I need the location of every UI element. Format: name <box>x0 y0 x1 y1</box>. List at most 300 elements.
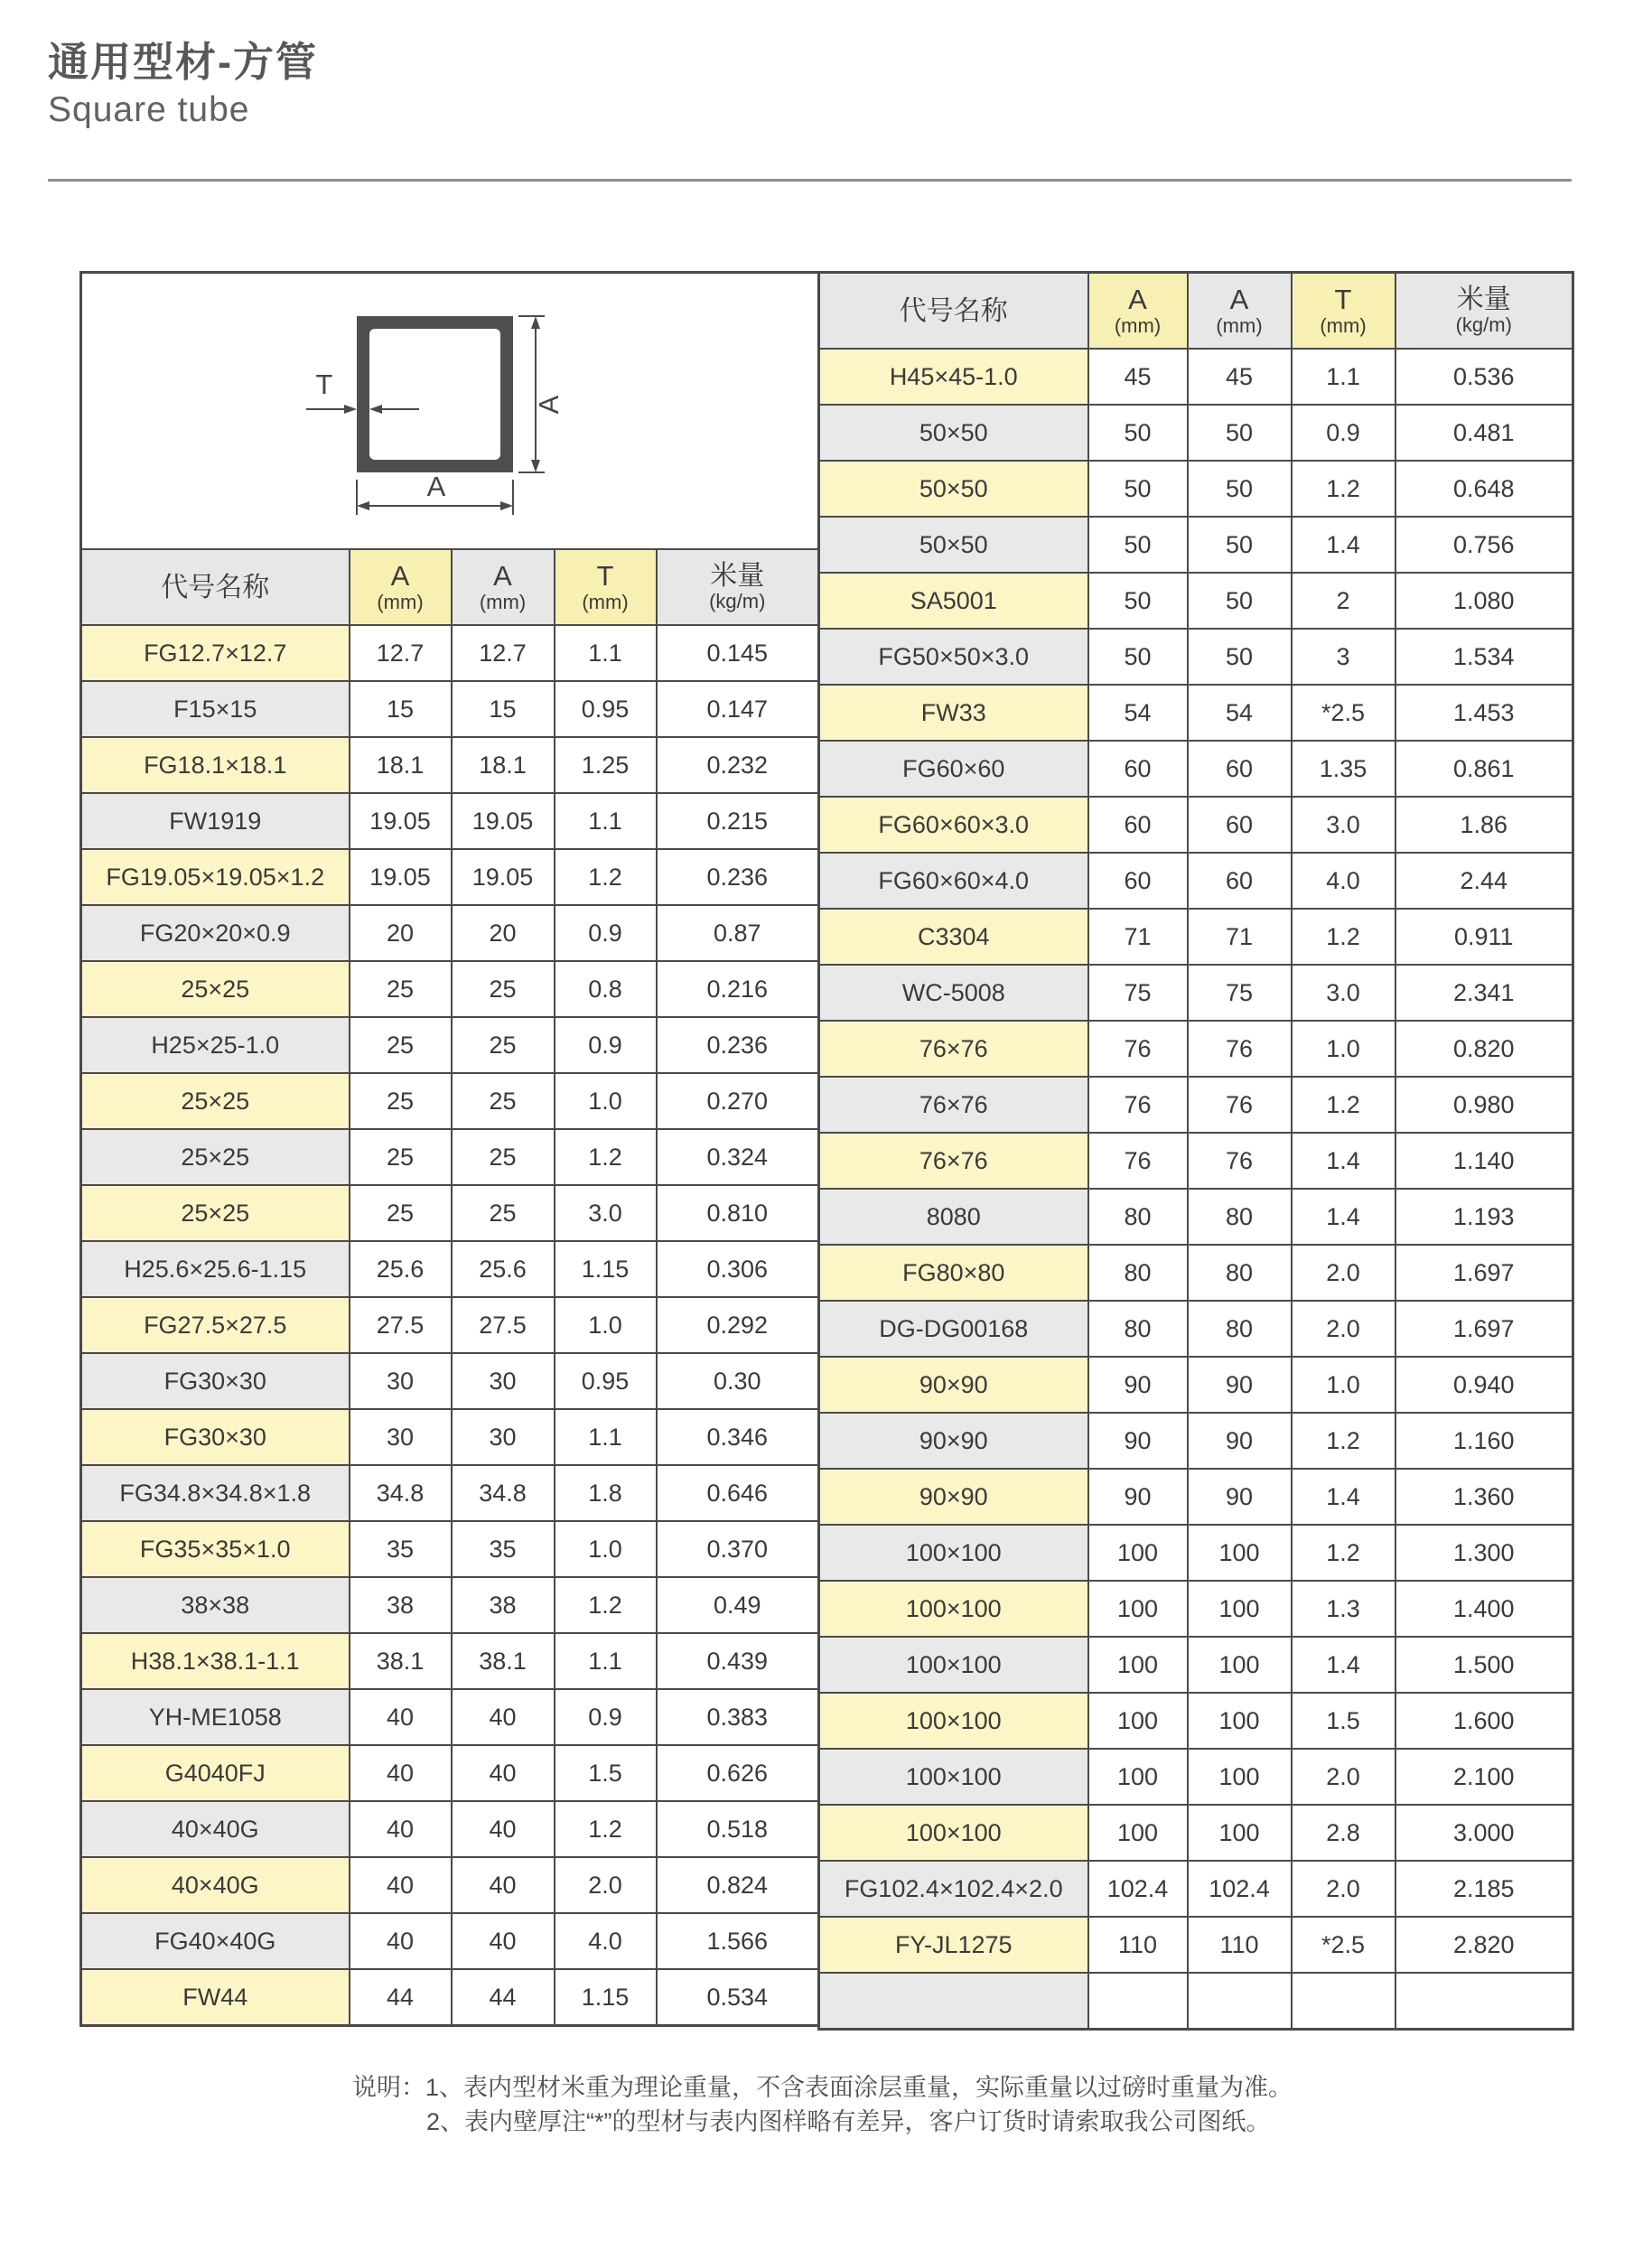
cell-meter-weight: 0.824 <box>657 1857 819 1913</box>
table-row <box>819 1021 1573 1077</box>
cell-a-mm-2: 90 <box>1188 1357 1292 1413</box>
cell-meter-weight: 0.270 <box>657 1073 819 1129</box>
note-line-2 <box>352 2105 1293 2139</box>
table-row <box>81 849 819 905</box>
cell-a-mm-2: 38.1 <box>452 1633 555 1689</box>
col-header-a-mm: A (mm) <box>1088 273 1188 350</box>
cell-t-mm: 1.2 <box>555 849 657 905</box>
cell-a-mm-2: 44 <box>452 1969 555 2026</box>
cell-t-mm: 1.5 <box>555 1745 657 1801</box>
cell-t-mm: 1.4 <box>1292 517 1395 573</box>
cell-code-name: 50×50 <box>819 405 1088 461</box>
cell-a-mm: 40 <box>350 1913 452 1969</box>
cell-t-mm: 1.25 <box>555 737 657 793</box>
cell-t-mm: *2.5 <box>1292 1917 1395 1973</box>
cell-code-name: FG35×35×1.0 <box>81 1521 350 1577</box>
cell-meter-weight: 0.518 <box>657 1801 819 1857</box>
cell-a-mm-2: 25 <box>452 1017 555 1073</box>
cell-a-mm-2: 40 <box>452 1745 555 1801</box>
cell-a-mm: 50 <box>1088 461 1188 517</box>
cell-code-name: 25×25 <box>81 1185 350 1241</box>
cell-meter-weight: 0.940 <box>1395 1357 1573 1413</box>
cell-meter-weight: 3.000 <box>1395 1805 1573 1861</box>
cell-t-mm: 1.2 <box>1292 909 1395 965</box>
cell-code-name: 100×100 <box>819 1805 1088 1861</box>
table-row <box>819 1637 1573 1693</box>
cell-meter-weight: 2.820 <box>1395 1917 1573 1973</box>
cell-t-mm: 4.0 <box>555 1913 657 1969</box>
cell-a-mm: 60 <box>1088 853 1188 909</box>
cell-code-name: FG19.05×19.05×1.2 <box>81 849 350 905</box>
page-subtitle: Square tube <box>48 90 250 129</box>
cell-t-mm: 1.8 <box>555 1465 657 1521</box>
table-row <box>81 1577 819 1633</box>
cell-a-mm-2: 19.05 <box>452 793 555 849</box>
cell-t-mm: 1.4 <box>1292 1133 1395 1189</box>
table-row <box>819 741 1573 797</box>
table-row <box>819 909 1573 965</box>
cell-meter-weight: 2.44 <box>1395 853 1573 909</box>
cell-code-name <box>819 1973 1088 2030</box>
cell-a-mm: 50 <box>1088 573 1188 629</box>
cell-meter-weight: 1.697 <box>1395 1301 1573 1357</box>
cell-meter-weight: 0.215 <box>657 793 819 849</box>
table-row <box>819 853 1573 909</box>
table-row <box>81 1801 819 1857</box>
cell-code-name: 100×100 <box>819 1581 1088 1637</box>
cell-a-mm-2: 40 <box>452 1857 555 1913</box>
cell-code-name: SA5001 <box>819 573 1088 629</box>
cell-a-mm-2: 18.1 <box>452 737 555 793</box>
table-row <box>81 1521 819 1577</box>
cell-meter-weight: 0.324 <box>657 1129 819 1185</box>
table-row <box>819 1245 1573 1301</box>
cell-a-mm: 19.05 <box>350 849 452 905</box>
cell-code-name: H25×25-1.0 <box>81 1017 350 1073</box>
cell-meter-weight: 2.100 <box>1395 1749 1573 1805</box>
cell-a-mm: 80 <box>1088 1189 1188 1245</box>
cell-a-mm-2: 54 <box>1188 685 1292 741</box>
cell-a-mm-2: 90 <box>1188 1413 1292 1469</box>
cell-code-name: YH-ME1058 <box>81 1689 350 1745</box>
cell-meter-weight: 1.140 <box>1395 1133 1573 1189</box>
table-row <box>819 1301 1573 1357</box>
table-row <box>819 1357 1573 1413</box>
cell-a-mm: 25 <box>350 1129 452 1185</box>
cell-t-mm: 3.0 <box>1292 797 1395 853</box>
cell-t-mm: 1.2 <box>555 1801 657 1857</box>
cell-t-mm: 1.0 <box>555 1297 657 1353</box>
cell-code-name: 100×100 <box>819 1749 1088 1805</box>
cell-a-mm: 12.7 <box>350 625 452 681</box>
table-row <box>81 1857 819 1913</box>
cell-a-mm-2 <box>1188 1973 1292 2030</box>
cell-code-name: 25×25 <box>81 1129 350 1185</box>
cell-a-mm: 38.1 <box>350 1633 452 1689</box>
cell-a-mm: 34.8 <box>350 1465 452 1521</box>
cell-a-mm: 110 <box>1088 1917 1188 1973</box>
cell-a-mm: 80 <box>1088 1301 1188 1357</box>
cell-a-mm: 38 <box>350 1577 452 1633</box>
table-row <box>81 1073 819 1129</box>
cell-meter-weight: 1.600 <box>1395 1693 1573 1749</box>
table-row <box>81 905 819 961</box>
cell-code-name: 100×100 <box>819 1525 1088 1581</box>
cell-a-mm: 25 <box>350 1073 452 1129</box>
cell-code-name: 50×50 <box>819 517 1088 573</box>
cell-code-name: H38.1×38.1-1.1 <box>81 1633 350 1689</box>
table-row <box>819 405 1573 461</box>
cell-t-mm: 1.2 <box>555 1129 657 1185</box>
cell-a-mm-2: 50 <box>1188 629 1292 685</box>
table-row <box>81 625 819 681</box>
table-row <box>819 1805 1573 1861</box>
cell-a-mm-2: 20 <box>452 905 555 961</box>
tube-inner-cavity <box>369 329 500 460</box>
table-row <box>819 797 1573 853</box>
cell-code-name: FG27.5×27.5 <box>81 1297 350 1353</box>
cell-t-mm: 1.2 <box>1292 461 1395 517</box>
cell-a-mm: 15 <box>350 681 452 737</box>
cell-a-mm: 40 <box>350 1745 452 1801</box>
cell-t-mm: 1.2 <box>1292 1525 1395 1581</box>
cell-a-mm: 90 <box>1088 1413 1188 1469</box>
cell-a-mm: 50 <box>1088 629 1188 685</box>
cell-a-mm-2: 45 <box>1188 349 1292 405</box>
cell-code-name: FW1919 <box>81 793 350 849</box>
cell-a-mm-2: 50 <box>1188 573 1292 629</box>
cell-t-mm: 2.0 <box>1292 1749 1395 1805</box>
cell-meter-weight: 0.216 <box>657 961 819 1017</box>
cell-t-mm: 0.95 <box>555 1353 657 1409</box>
table-row <box>81 1465 819 1521</box>
cell-meter-weight: 0.756 <box>1395 517 1573 573</box>
width-label: A <box>426 471 446 502</box>
col-header-meter-weight: 米量 (kg/m) <box>657 549 819 625</box>
cell-t-mm: 3.0 <box>1292 965 1395 1021</box>
cell-t-mm: 1.1 <box>555 625 657 681</box>
cell-a-mm-2: 80 <box>1188 1189 1292 1245</box>
cell-t-mm: 1.2 <box>1292 1077 1395 1133</box>
cell-code-name: FG30×30 <box>81 1353 350 1409</box>
cell-meter-weight: 0.481 <box>1395 405 1573 461</box>
table-row <box>81 1297 819 1353</box>
cell-t-mm: 1.3 <box>1292 1581 1395 1637</box>
cell-a-mm: 40 <box>350 1689 452 1745</box>
cell-a-mm-2: 100 <box>1188 1581 1292 1637</box>
cell-code-name: FG18.1×18.1 <box>81 737 350 793</box>
col-header-meter-weight: 米量 (kg/m) <box>1395 273 1573 350</box>
table-row <box>819 1133 1573 1189</box>
col-header-code-name: 代号名称 <box>819 273 1088 350</box>
cell-a-mm-2: 25 <box>452 1073 555 1129</box>
right-table-body <box>819 349 1573 2030</box>
cell-code-name: FG102.4×102.4×2.0 <box>819 1861 1088 1917</box>
diagram-row <box>81 273 819 550</box>
cell-a-mm: 30 <box>350 1353 452 1409</box>
cell-meter-weight: 1.160 <box>1395 1413 1573 1469</box>
cell-code-name: FY-JL1275 <box>819 1917 1088 1973</box>
table-row <box>819 1861 1573 1917</box>
notes-label: 说明： <box>352 2074 425 2101</box>
tube-diagram-cell <box>81 273 819 550</box>
table-row <box>81 681 819 737</box>
note-line-1 <box>352 2070 1293 2105</box>
cell-a-mm <box>1088 1973 1188 2030</box>
cell-meter-weight: 0.439 <box>657 1633 819 1689</box>
cell-a-mm-2: 76 <box>1188 1021 1292 1077</box>
table-row <box>819 1077 1573 1133</box>
cell-a-mm-2: 25 <box>452 961 555 1017</box>
cell-code-name: 50×50 <box>819 461 1088 517</box>
cell-code-name: FW44 <box>81 1969 350 2026</box>
cell-t-mm <box>1292 1973 1395 2030</box>
cell-a-mm: 100 <box>1088 1525 1188 1581</box>
cell-a-mm: 27.5 <box>350 1297 452 1353</box>
col-header-a-mm: A (mm) <box>350 549 452 625</box>
notes <box>352 2070 1293 2139</box>
cell-code-name: 90×90 <box>819 1357 1088 1413</box>
cell-meter-weight: 0.346 <box>657 1409 819 1465</box>
table-row <box>819 1917 1573 1973</box>
table-row <box>819 517 1573 573</box>
cell-t-mm: 1.5 <box>1292 1693 1395 1749</box>
cell-t-mm: 0.95 <box>555 681 657 737</box>
col-header-a-mm-2: A (mm) <box>1188 273 1292 350</box>
cell-a-mm: 100 <box>1088 1805 1188 1861</box>
cell-a-mm: 54 <box>1088 685 1188 741</box>
cell-code-name: FG20×20×0.9 <box>81 905 350 961</box>
cell-code-name: 8080 <box>819 1189 1088 1245</box>
cell-a-mm: 60 <box>1088 741 1188 797</box>
cell-a-mm: 102.4 <box>1088 1861 1188 1917</box>
cell-a-mm-2: 19.05 <box>452 849 555 905</box>
cell-a-mm: 35 <box>350 1521 452 1577</box>
cell-t-mm: 2 <box>1292 573 1395 629</box>
cell-t-mm: 1.0 <box>1292 1021 1395 1077</box>
cell-meter-weight: 0.820 <box>1395 1021 1573 1077</box>
cell-a-mm-2: 60 <box>1188 797 1292 853</box>
table-row <box>819 461 1573 517</box>
cell-t-mm: 1.0 <box>555 1073 657 1129</box>
cell-a-mm: 25 <box>350 961 452 1017</box>
cell-meter-weight: 0.980 <box>1395 1077 1573 1133</box>
cell-a-mm: 30 <box>350 1409 452 1465</box>
cell-t-mm: 1.4 <box>1292 1637 1395 1693</box>
cell-t-mm: 1.35 <box>1292 741 1395 797</box>
cell-code-name: 38×38 <box>81 1577 350 1633</box>
cell-t-mm: 0.9 <box>555 1017 657 1073</box>
table-row <box>819 1189 1573 1245</box>
cell-meter-weight: 1.300 <box>1395 1525 1573 1581</box>
table-row <box>81 1913 819 1969</box>
col-header-t-mm: T (mm) <box>555 549 657 625</box>
cell-meter-weight: 1.500 <box>1395 1637 1573 1693</box>
cell-meter-weight: 0.536 <box>1395 349 1573 405</box>
cell-code-name: 100×100 <box>819 1637 1088 1693</box>
cell-a-mm: 76 <box>1088 1133 1188 1189</box>
cell-code-name: FG40×40G <box>81 1913 350 1969</box>
cell-t-mm: 1.1 <box>1292 349 1395 405</box>
right-table-header-row <box>819 273 1573 350</box>
cell-t-mm: 2.0 <box>1292 1861 1395 1917</box>
cell-t-mm: 2.0 <box>1292 1301 1395 1357</box>
cell-code-name: H45×45-1.0 <box>819 349 1088 405</box>
cell-code-name: FG60×60×3.0 <box>819 797 1088 853</box>
cell-t-mm: 0.9 <box>555 1689 657 1745</box>
cell-t-mm: 1.15 <box>555 1241 657 1297</box>
table-row <box>819 965 1573 1021</box>
table-row <box>819 1749 1573 1805</box>
cell-a-mm: 50 <box>1088 405 1188 461</box>
cell-meter-weight: 1.566 <box>657 1913 819 1969</box>
cell-code-name: FG50×50×3.0 <box>819 629 1088 685</box>
cell-t-mm: 2.8 <box>1292 1805 1395 1861</box>
cell-a-mm-2: 34.8 <box>452 1465 555 1521</box>
cell-a-mm-2: 100 <box>1188 1525 1292 1581</box>
cell-a-mm: 40 <box>350 1857 452 1913</box>
cell-a-mm-2: 100 <box>1188 1637 1292 1693</box>
table-row <box>81 737 819 793</box>
cell-a-mm: 100 <box>1088 1693 1188 1749</box>
cell-a-mm-2: 25.6 <box>452 1241 555 1297</box>
cell-a-mm: 25 <box>350 1185 452 1241</box>
cell-t-mm: 2.0 <box>555 1857 657 1913</box>
cell-t-mm: 3.0 <box>555 1185 657 1241</box>
cell-meter-weight: 1.080 <box>1395 573 1573 629</box>
col-header-a-mm-2: A (mm) <box>452 549 555 625</box>
table-row <box>819 1581 1573 1637</box>
cell-a-mm-2: 110 <box>1188 1917 1292 1973</box>
cell-meter-weight: 1.534 <box>1395 629 1573 685</box>
cell-meter-weight: 0.49 <box>657 1577 819 1633</box>
cell-t-mm: 1.15 <box>555 1969 657 2026</box>
table-row <box>81 1353 819 1409</box>
cell-a-mm-2: 71 <box>1188 909 1292 965</box>
left-spec-table <box>79 271 820 2027</box>
cell-meter-weight: 1.400 <box>1395 1581 1573 1637</box>
cell-a-mm-2: 102.4 <box>1188 1861 1292 1917</box>
table-row <box>81 1689 819 1745</box>
cell-a-mm-2: 25 <box>452 1185 555 1241</box>
table-row <box>819 629 1573 685</box>
table-row <box>819 1525 1573 1581</box>
cell-t-mm: 1.2 <box>1292 1413 1395 1469</box>
cell-meter-weight: 1.697 <box>1395 1245 1573 1301</box>
cell-a-mm: 76 <box>1088 1021 1188 1077</box>
cell-code-name: C3304 <box>819 909 1088 965</box>
cell-a-mm-2: 80 <box>1188 1301 1292 1357</box>
table-row <box>81 1745 819 1801</box>
cell-code-name: 100×100 <box>819 1693 1088 1749</box>
table-row <box>81 1633 819 1689</box>
page-title: 通用型材-方管 <box>48 39 318 85</box>
cell-a-mm: 71 <box>1088 909 1188 965</box>
cell-t-mm: 1.1 <box>555 1633 657 1689</box>
cell-t-mm: 0.9 <box>555 905 657 961</box>
cell-a-mm: 20 <box>350 905 452 961</box>
cell-t-mm: 1.0 <box>555 1521 657 1577</box>
table-row <box>81 1185 819 1241</box>
cell-a-mm: 40 <box>350 1801 452 1857</box>
cell-a-mm-2: 40 <box>452 1913 555 1969</box>
cell-meter-weight: 0.87 <box>657 905 819 961</box>
cell-t-mm: 1.1 <box>555 793 657 849</box>
cell-code-name: F15×15 <box>81 681 350 737</box>
table-row <box>819 1413 1573 1469</box>
cell-a-mm: 76 <box>1088 1077 1188 1133</box>
cell-a-mm: 19.05 <box>350 793 452 849</box>
note-text-1: 1、表内型材米重为理论重量，不含表面涂层重量，实际重量以过磅时重量为准。 <box>425 2074 1293 2101</box>
cell-code-name: 40×40G <box>81 1801 350 1857</box>
table-row <box>81 1409 819 1465</box>
cell-t-mm: 1.4 <box>1292 1469 1395 1525</box>
cell-meter-weight: 1.86 <box>1395 797 1573 853</box>
cell-a-mm-2: 100 <box>1188 1749 1292 1805</box>
cell-a-mm-2: 100 <box>1188 1805 1292 1861</box>
cell-meter-weight: 0.861 <box>1395 741 1573 797</box>
cell-meter-weight: 0.306 <box>657 1241 819 1297</box>
cell-t-mm: 1.4 <box>1292 1189 1395 1245</box>
table-row <box>81 1129 819 1185</box>
cell-code-name: DG-DG00168 <box>819 1301 1088 1357</box>
left-table-body <box>81 625 819 2026</box>
cell-a-mm-2: 50 <box>1188 517 1292 573</box>
cell-a-mm: 100 <box>1088 1637 1188 1693</box>
cell-code-name: FG12.7×12.7 <box>81 625 350 681</box>
cell-meter-weight: 0.236 <box>657 849 819 905</box>
cell-a-mm: 100 <box>1088 1581 1188 1637</box>
cell-meter-weight: 0.810 <box>657 1185 819 1241</box>
cell-a-mm-2: 76 <box>1188 1133 1292 1189</box>
cell-a-mm: 45 <box>1088 349 1188 405</box>
cell-meter-weight: 0.292 <box>657 1297 819 1353</box>
square-tube-diagram <box>82 274 815 548</box>
cell-a-mm: 18.1 <box>350 737 452 793</box>
spec-tables-block <box>79 271 1572 2029</box>
cell-code-name: 90×90 <box>819 1469 1088 1525</box>
table-row <box>819 1693 1573 1749</box>
note-text-2: 2、表内壁厚注“*”的型材与表内图样略有差异，客户订货时请索取我公司图纸。 <box>426 2108 1271 2135</box>
table-row <box>81 1241 819 1297</box>
cell-a-mm-2: 50 <box>1188 405 1292 461</box>
cell-a-mm-2: 15 <box>452 681 555 737</box>
cell-code-name: 76×76 <box>819 1077 1088 1133</box>
cell-code-name: 90×90 <box>819 1413 1088 1469</box>
cell-meter-weight: 0.145 <box>657 625 819 681</box>
cell-a-mm-2: 60 <box>1188 853 1292 909</box>
left-table-header-row <box>81 549 819 625</box>
table-row <box>819 573 1573 629</box>
right-spec-table <box>817 271 1574 2031</box>
cell-meter-weight: 0.648 <box>1395 461 1573 517</box>
cell-meter-weight: 0.383 <box>657 1689 819 1745</box>
cell-code-name: FG30×30 <box>81 1409 350 1465</box>
cell-t-mm: 1.2 <box>555 1577 657 1633</box>
cell-meter-weight: 0.147 <box>657 681 819 737</box>
cell-t-mm: 1.1 <box>555 1409 657 1465</box>
cell-code-name: FG34.8×34.8×1.8 <box>81 1465 350 1521</box>
cell-a-mm-2: 25 <box>452 1129 555 1185</box>
cell-a-mm-2: 12.7 <box>452 625 555 681</box>
cell-a-mm-2: 27.5 <box>452 1297 555 1353</box>
thickness-label: T <box>315 369 333 400</box>
cell-a-mm-2: 35 <box>452 1521 555 1577</box>
cell-code-name: 40×40G <box>81 1857 350 1913</box>
cell-t-mm: 4.0 <box>1292 853 1395 909</box>
cell-meter-weight: 1.193 <box>1395 1189 1573 1245</box>
cell-code-name: FG60×60×4.0 <box>819 853 1088 909</box>
